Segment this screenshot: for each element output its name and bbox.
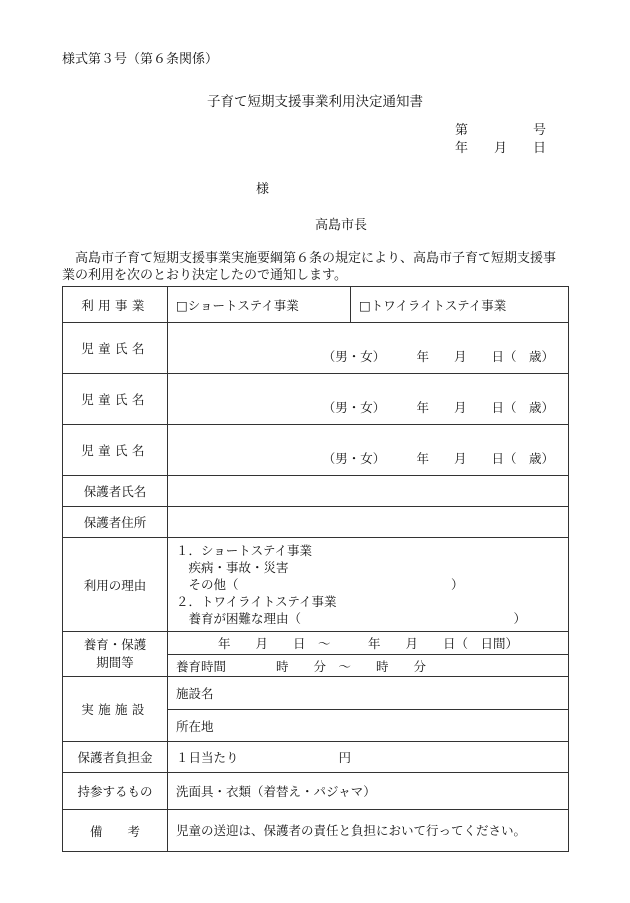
reason-row: [63, 538, 569, 632]
remarks-value: 児童の送迎は、保護者の責任と負担において行ってください。: [168, 810, 569, 852]
guardian-address-row: [63, 507, 569, 538]
reason-line: ２．トワイライトステイ事業: [176, 594, 337, 609]
reason-label: 利用の理由: [63, 538, 168, 632]
decision-table: [62, 286, 569, 852]
service-option-twilight[interactable]: □トワイライトステイ事業: [351, 287, 569, 323]
reason-line: 疾病・事故・災害: [176, 560, 289, 575]
reason-line: 養育が困難な理由（ ）: [176, 611, 527, 626]
document-date-line: 年 月 日: [455, 141, 547, 156]
period-dates-row: [63, 632, 569, 655]
child-row: [63, 425, 569, 476]
child-name-label: 児童氏名: [63, 425, 168, 476]
period-time[interactable]: 養育時間 時 分 ～ 時 分: [168, 655, 569, 677]
remarks-row: [63, 810, 569, 852]
bring-row: [63, 773, 569, 810]
child-details: （男・女） 年 月 日（ 歳）: [322, 451, 554, 466]
service-option-shortstay[interactable]: □ショートステイ事業: [168, 287, 351, 323]
form-number-label: 様式第３号（第６条関係）: [62, 52, 219, 67]
reason-line: １．ショートステイ事業: [176, 543, 313, 558]
facility-name-cell[interactable]: 施設名: [168, 677, 569, 710]
guardian-name-row: [63, 476, 569, 507]
period-label-line: 養育・保護: [83, 637, 147, 652]
child-row: [63, 323, 569, 374]
child-details: （男・女） 年 月 日（ 歳）: [322, 400, 554, 415]
child-name-label: 児童氏名: [63, 374, 168, 425]
remarks-label: 備 考: [63, 810, 168, 852]
child-name-cell[interactable]: [168, 323, 569, 374]
guardian-name-cell[interactable]: [168, 476, 569, 507]
fee-label: 保護者負担金: [63, 742, 168, 773]
child-row: [63, 374, 569, 425]
reason-cell: [168, 538, 569, 632]
child-name-cell[interactable]: [168, 374, 569, 425]
facility-label: 実施施設: [63, 677, 168, 742]
notice-body-text: 高島市子育て短期支援事業実施要綱第６条の規定により、高島市子育て短期支援事業の利用を次のとおり決定したので通知します。: [62, 251, 557, 283]
service-row: [63, 287, 569, 323]
facility-location-cell[interactable]: 所在地: [168, 710, 569, 742]
issuer-name: 高島市長: [315, 218, 368, 233]
guardian-name-label: 保護者氏名: [63, 476, 168, 507]
reason-line: その他（ ）: [176, 577, 464, 592]
fee-row: [63, 742, 569, 773]
bring-label: 持参するもの: [63, 773, 168, 810]
guardian-address-cell[interactable]: [168, 507, 569, 538]
child-name-cell[interactable]: [168, 425, 569, 476]
document-number-block: [455, 122, 546, 158]
period-label-line: 期間等: [96, 655, 134, 670]
period-dates[interactable]: 年 月 日 ～ 年 月 日（ 日間）: [168, 632, 569, 655]
child-details: （男・女） 年 月 日（ 歳）: [322, 349, 554, 364]
fee-value[interactable]: １日当たり 円: [168, 742, 569, 773]
service-label: 利用事業: [63, 287, 168, 323]
document-number-line: 第 号: [455, 123, 547, 138]
bring-value: 洗面具・衣類（着替え・パジャマ）: [168, 773, 569, 810]
guardian-address-label: 保護者住所: [63, 507, 168, 538]
document-title: 子育て短期支援事業利用決定通知書: [207, 94, 423, 110]
addressee-suffix: 様: [256, 182, 270, 197]
facility-name-row: [63, 677, 569, 710]
child-name-label: 児童氏名: [63, 323, 168, 374]
period-label: [63, 632, 168, 677]
